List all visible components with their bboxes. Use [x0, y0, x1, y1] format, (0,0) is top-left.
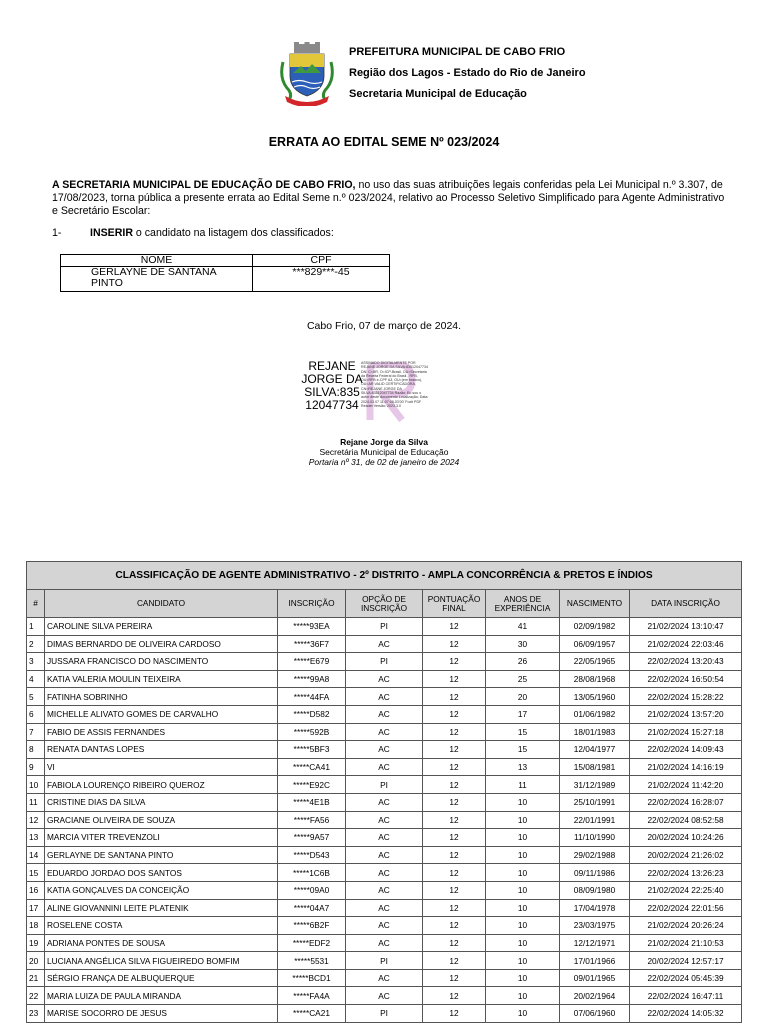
nascimento: 11/10/1990	[560, 829, 630, 847]
row-number: 13	[27, 829, 45, 847]
inscricao-code: *****5BF3	[278, 741, 346, 759]
data-inscricao: 22/02/2024 22:01:56	[630, 899, 742, 917]
nascimento: 12/04/1977	[560, 741, 630, 759]
anos-experiencia: 10	[486, 793, 560, 811]
opcao: AC	[346, 758, 423, 776]
candidate-name: KATIA VALERIA MOULIN TEIXEIRA	[45, 670, 278, 688]
candidate-name: VI	[45, 758, 278, 776]
anos-experiencia: 15	[486, 723, 560, 741]
anos-experiencia: 10	[486, 969, 560, 987]
nascimento: 25/10/1991	[560, 793, 630, 811]
candidate-name: MARIA LUIZA DE PAULA MIRANDA	[45, 987, 278, 1005]
header-col-opcao: OPÇÃO DE INSCRIÇÃO	[346, 590, 423, 618]
anos-experiencia: 10	[486, 811, 560, 829]
inscricao-code: *****4E1B	[278, 793, 346, 811]
data-inscricao: 21/02/2024 22:03:46	[630, 635, 742, 653]
anos-experiencia: 30	[486, 635, 560, 653]
candidate-name: CAROLINE SILVA PEREIRA	[45, 618, 278, 636]
candidate-name: KATIA GONÇALVES DA CONCEIÇÃO	[45, 881, 278, 899]
signatory-role: Secretária Municipal de Educação	[319, 447, 449, 457]
inscricao-code: *****E679	[278, 653, 346, 671]
anos-experiencia: 10	[486, 987, 560, 1005]
data-inscricao: 22/02/2024 16:50:54	[630, 670, 742, 688]
opcao: AC	[346, 917, 423, 935]
candidate-name: ADRIANA PONTES DE SOUSA	[45, 934, 278, 952]
inscricao-code: *****04A7	[278, 899, 346, 917]
nascimento: 12/12/1971	[560, 934, 630, 952]
row-number: 4	[27, 670, 45, 688]
anos-experiencia: 10	[486, 934, 560, 952]
table-row	[27, 864, 742, 882]
classification-table	[26, 561, 742, 1023]
header-col-inscricao: INSCRIÇÃO	[278, 590, 346, 618]
classification-title: CLASSIFICAÇÃO DE AGENTE ADMINISTRATIVO - 2º DISTRITO - AMPLA CONCORRÊNCIA & PRETOS E ÍNDIOS	[27, 562, 742, 590]
document-title: ERRATA AO EDITAL SEME Nº 023/2024	[268, 135, 500, 149]
inscricao-code: *****E92C	[278, 776, 346, 794]
nascimento: 07/06/1960	[560, 1005, 630, 1023]
data-inscricao: 22/02/2024 14:05:32	[630, 1005, 742, 1023]
pontuacao: 12	[423, 723, 486, 741]
anos-experiencia: 26	[486, 653, 560, 671]
data-inscricao: 22/02/2024 16:28:07	[630, 793, 742, 811]
header-col-nascimento: NASCIMENTO	[560, 590, 630, 618]
table-row	[27, 829, 742, 847]
anos-experiencia: 10	[486, 846, 560, 864]
insert-col-cpf: CPF	[253, 255, 390, 267]
row-number: 7	[27, 723, 45, 741]
data-inscricao: 20/02/2024 12:57:17	[630, 952, 742, 970]
header-secretaria: Secretaria Municipal de Educação	[349, 88, 527, 100]
nascimento: 28/08/1968	[560, 670, 630, 688]
opcao: AC	[346, 741, 423, 759]
inscricao-code: *****D582	[278, 705, 346, 723]
signatory-portaria: Portaria nº 31, de 02 de janeiro de 2024	[308, 457, 460, 467]
classification-header-row	[27, 590, 742, 618]
table-row	[27, 758, 742, 776]
anos-experiencia: 10	[486, 881, 560, 899]
nascimento: 22/05/1965	[560, 653, 630, 671]
pontuacao: 12	[423, 969, 486, 987]
table-row	[27, 705, 742, 723]
anos-experiencia: 15	[486, 741, 560, 759]
item-number: 1-	[52, 227, 62, 239]
opcao: AC	[346, 881, 423, 899]
pontuacao: 12	[423, 653, 486, 671]
candidate-name: GERLAYNE DE SANTANA PINTO	[45, 846, 278, 864]
table-row	[27, 688, 742, 706]
nascimento: 18/01/1983	[560, 723, 630, 741]
candidate-name: MICHELLE ALIVATO GOMES DE CARVALHO	[45, 705, 278, 723]
item-1	[52, 227, 334, 239]
data-inscricao: 21/02/2024 13:57:20	[630, 705, 742, 723]
anos-experiencia: 10	[486, 1005, 560, 1023]
row-number: 2	[27, 635, 45, 653]
anos-experiencia: 17	[486, 705, 560, 723]
inscricao-code: *****EDF2	[278, 934, 346, 952]
data-inscricao: 21/02/2024 20:26:24	[630, 917, 742, 935]
data-inscricao: 22/02/2024 08:52:58	[630, 811, 742, 829]
signature-block	[0, 437, 768, 467]
opcao: AC	[346, 846, 423, 864]
opcao: AC	[346, 934, 423, 952]
pontuacao: 12	[423, 987, 486, 1005]
row-number: 15	[27, 864, 45, 882]
nascimento: 17/04/1978	[560, 899, 630, 917]
table-row	[27, 987, 742, 1005]
opcao: AC	[346, 829, 423, 847]
opcao: AC	[346, 705, 423, 723]
pontuacao: 12	[423, 635, 486, 653]
signatory-name: Rejane Jorge da Silva	[340, 437, 428, 447]
opcao: PI	[346, 952, 423, 970]
row-number: 5	[27, 688, 45, 706]
nascimento: 29/02/1988	[560, 846, 630, 864]
header-col-anos: ANOS DE EXPERIÊNCIA	[486, 590, 560, 618]
data-inscricao: 22/02/2024 14:09:43	[630, 741, 742, 759]
opcao: AC	[346, 688, 423, 706]
pontuacao: 12	[423, 952, 486, 970]
place-date: Cabo Frio, 07 de março de 2024.	[306, 320, 462, 332]
anos-experiencia: 25	[486, 670, 560, 688]
anos-experiencia: 11	[486, 776, 560, 794]
row-number: 16	[27, 881, 45, 899]
inscricao-code: *****93EA	[278, 618, 346, 636]
candidate-name: ROSELENE COSTA	[45, 917, 278, 935]
insert-nome-value: GERLAYNE DE SANTANA PINTO	[61, 267, 253, 292]
intro-text: no uso das suas atribuições legais conferidas pela Lei Municipal n.º 3.307, de 17/08/2023, torna pública a presente errata ao Edital Seme n.º 023/2024, relativo ao Processo Seletivo Simplificado para Agente Administrativo e Secretário Escolar:	[52, 179, 725, 217]
inscricao-code: *****9A57	[278, 829, 346, 847]
insert-cpf-value: ***829***-45	[253, 267, 390, 292]
inscricao-code: *****FA56	[278, 811, 346, 829]
row-number: 11	[27, 793, 45, 811]
nascimento: 22/01/1991	[560, 811, 630, 829]
data-inscricao: 22/02/2024 05:45:39	[630, 969, 742, 987]
inscricao-code: *****CA41	[278, 758, 346, 776]
data-inscricao: 21/02/2024 13:10:47	[630, 618, 742, 636]
row-number: 8	[27, 741, 45, 759]
nascimento: 08/09/1980	[560, 881, 630, 899]
insert-col-nome: NOME	[61, 255, 253, 267]
insert-table	[60, 254, 390, 292]
candidate-name: LUCIANA ANGÉLICA SILVA FIGUEIREDO BOMFIM	[45, 952, 278, 970]
data-inscricao: 22/02/2024 16:47:11	[630, 987, 742, 1005]
anos-experiencia: 10	[486, 952, 560, 970]
pontuacao: 12	[423, 846, 486, 864]
row-number: 22	[27, 987, 45, 1005]
municipal-crest-logo	[279, 42, 335, 106]
anos-experiencia: 10	[486, 864, 560, 882]
data-inscricao: 22/02/2024 13:26:23	[630, 864, 742, 882]
opcao: AC	[346, 864, 423, 882]
row-number: 9	[27, 758, 45, 776]
data-inscricao: 20/02/2024 10:24:26	[630, 829, 742, 847]
table-row	[27, 723, 742, 741]
row-number: 10	[27, 776, 45, 794]
inscricao-code: *****592B	[278, 723, 346, 741]
candidate-name: RENATA DANTAS LOPES	[45, 741, 278, 759]
nascimento: 20/02/1964	[560, 987, 630, 1005]
pontuacao: 12	[423, 688, 486, 706]
pontuacao: 12	[423, 917, 486, 935]
header-regiao: Região dos Lagos - Estado do Rio de Janeiro	[349, 67, 586, 79]
candidate-name: MARCIA VITER TREVENZOLI	[45, 829, 278, 847]
candidate-name: EDUARDO JORDAO DOS SANTOS	[45, 864, 278, 882]
table-row	[27, 846, 742, 864]
opcao: AC	[346, 987, 423, 1005]
nascimento: 17/01/1966	[560, 952, 630, 970]
opcao: AC	[346, 723, 423, 741]
row-number: 3	[27, 653, 45, 671]
item-bold: INSERIR	[90, 227, 133, 239]
inscricao-code: *****6B2F	[278, 917, 346, 935]
candidate-name: JUSSARA FRANCISCO DO NASCIMENTO	[45, 653, 278, 671]
row-number: 21	[27, 969, 45, 987]
data-inscricao: 21/02/2024 14:16:19	[630, 758, 742, 776]
header-prefeitura: PREFEITURA MUNICIPAL DE CABO FRIO	[349, 46, 566, 58]
intro-paragraph	[52, 179, 732, 218]
inscricao-code: *****CA21	[278, 1005, 346, 1023]
table-row	[27, 618, 742, 636]
pontuacao: 12	[423, 881, 486, 899]
pontuacao: 12	[423, 705, 486, 723]
opcao: PI	[346, 618, 423, 636]
row-number: 14	[27, 846, 45, 864]
nascimento: 31/12/1989	[560, 776, 630, 794]
pontuacao: 12	[423, 670, 486, 688]
inscricao-code: *****99A8	[278, 670, 346, 688]
table-row	[27, 1005, 742, 1023]
table-row	[27, 952, 742, 970]
pontuacao: 12	[423, 829, 486, 847]
opcao: PI	[346, 776, 423, 794]
table-row	[27, 934, 742, 952]
row-number: 18	[27, 917, 45, 935]
candidate-name: FATINHA SOBRINHO	[45, 688, 278, 706]
nascimento: 06/09/1957	[560, 635, 630, 653]
pontuacao: 12	[423, 758, 486, 776]
pontuacao: 12	[423, 899, 486, 917]
table-row	[27, 811, 742, 829]
anos-experiencia: 10	[486, 917, 560, 935]
table-row	[27, 776, 742, 794]
data-inscricao: 21/02/2024 21:10:53	[630, 934, 742, 952]
inscricao-code: *****BCD1	[278, 969, 346, 987]
inscricao-code: *****1C6B	[278, 864, 346, 882]
pontuacao: 12	[423, 776, 486, 794]
header-col-pontuacao: PONTUAÇÃO FINAL	[423, 590, 486, 618]
candidate-name: FABIOLA LOURENÇO RIBEIRO QUEROZ	[45, 776, 278, 794]
item-text: o candidato na listagem dos classificados:	[132, 227, 334, 239]
row-number: 6	[27, 705, 45, 723]
pontuacao: 12	[423, 864, 486, 882]
nascimento: 15/08/1981	[560, 758, 630, 776]
row-number: 1	[27, 618, 45, 636]
data-inscricao: 22/02/2024 15:28:22	[630, 688, 742, 706]
nascimento: 13/05/1960	[560, 688, 630, 706]
opcao: AC	[346, 635, 423, 653]
table-row	[27, 653, 742, 671]
opcao: AC	[346, 670, 423, 688]
candidate-name: FABIO DE ASSIS FERNANDES	[45, 723, 278, 741]
anos-experiencia: 41	[486, 618, 560, 636]
opcao: AC	[346, 793, 423, 811]
anos-experiencia: 10	[486, 899, 560, 917]
inscricao-code: *****5531	[278, 952, 346, 970]
pontuacao: 12	[423, 741, 486, 759]
table-row	[27, 881, 742, 899]
candidate-name: DIMAS BERNARDO DE OLIVEIRA CARDOSO	[45, 635, 278, 653]
data-inscricao: 22/02/2024 13:20:43	[630, 653, 742, 671]
row-number: 19	[27, 934, 45, 952]
row-number: 12	[27, 811, 45, 829]
intro-bold: A SECRETARIA MUNICIPAL DE EDUCAÇÃO DE CABO FRIO,	[52, 179, 356, 191]
row-number: 17	[27, 899, 45, 917]
pontuacao: 12	[423, 793, 486, 811]
inscricao-code: *****D543	[278, 846, 346, 864]
anos-experiencia: 13	[486, 758, 560, 776]
digital-signature-details: ASSINADO DIGITALMENTE POR REJANE JORGE DA SILVA:83512047734 DN: C=BR, O=ICP-Brasil, OU=Secretaria da Receita Federal do Brasil - RFB, OU=RFB e-CPF A3, OU=(em branco), OU=AR VALID CERTIFICADORA, CN=REJANE JORGE DA SILVA:83512047734 Razão: Eu sou o autor deste documento Localização: Data: 2024.03.07 11:07:08-03'00' Foxit PDF Reader Versão: 2023.3.0	[361, 361, 429, 408]
candidate-name: ALINE GIOVANNINI LEITE PLATENIK	[45, 899, 278, 917]
inscricao-code: *****FA4A	[278, 987, 346, 1005]
inscricao-code: *****44FA	[278, 688, 346, 706]
anos-experiencia: 10	[486, 829, 560, 847]
row-number: 23	[27, 1005, 45, 1023]
header-col-number: #	[27, 590, 45, 618]
pontuacao: 12	[423, 811, 486, 829]
nascimento: 23/03/1975	[560, 917, 630, 935]
table-row	[27, 969, 742, 987]
data-inscricao: 21/02/2024 11:42:20	[630, 776, 742, 794]
nascimento: 09/01/1965	[560, 969, 630, 987]
nascimento: 09/11/1986	[560, 864, 630, 882]
row-number: 20	[27, 952, 45, 970]
data-inscricao: 20/02/2024 21:26:02	[630, 846, 742, 864]
data-inscricao: 21/02/2024 22:25:40	[630, 881, 742, 899]
nascimento: 01/06/1982	[560, 705, 630, 723]
header-col-data-inscricao: DATA INSCRIÇÃO	[630, 590, 742, 618]
classification-rows	[27, 618, 742, 1023]
candidate-name: SÉRGIO FRANÇA DE ALBUQUERQUE	[45, 969, 278, 987]
candidate-name: CRISTINE DIAS DA SILVA	[45, 793, 278, 811]
anos-experiencia: 20	[486, 688, 560, 706]
inscricao-code: *****09A0	[278, 881, 346, 899]
data-inscricao: 21/02/2024 15:27:18	[630, 723, 742, 741]
opcao: AC	[346, 811, 423, 829]
inscricao-code: *****36F7	[278, 635, 346, 653]
table-row	[27, 741, 742, 759]
opcao: PI	[346, 653, 423, 671]
opcao: AC	[346, 969, 423, 987]
table-row	[27, 917, 742, 935]
pontuacao: 12	[423, 618, 486, 636]
table-row	[27, 670, 742, 688]
pontuacao: 12	[423, 1005, 486, 1023]
digital-signature-name: REJANE JORGE DA SILVA:835 12047734	[301, 359, 363, 412]
header-col-candidato: CANDIDATO	[45, 590, 278, 618]
nascimento: 02/09/1982	[560, 618, 630, 636]
candidate-name: GRACIANE OLIVEIRA DE SOUZA	[45, 811, 278, 829]
opcao: AC	[346, 899, 423, 917]
candidate-name: MARISE SOCORRO DE JESUS	[45, 1005, 278, 1023]
table-row	[27, 899, 742, 917]
table-row	[27, 793, 742, 811]
table-row	[27, 635, 742, 653]
opcao: PI	[346, 1005, 423, 1023]
pontuacao: 12	[423, 934, 486, 952]
